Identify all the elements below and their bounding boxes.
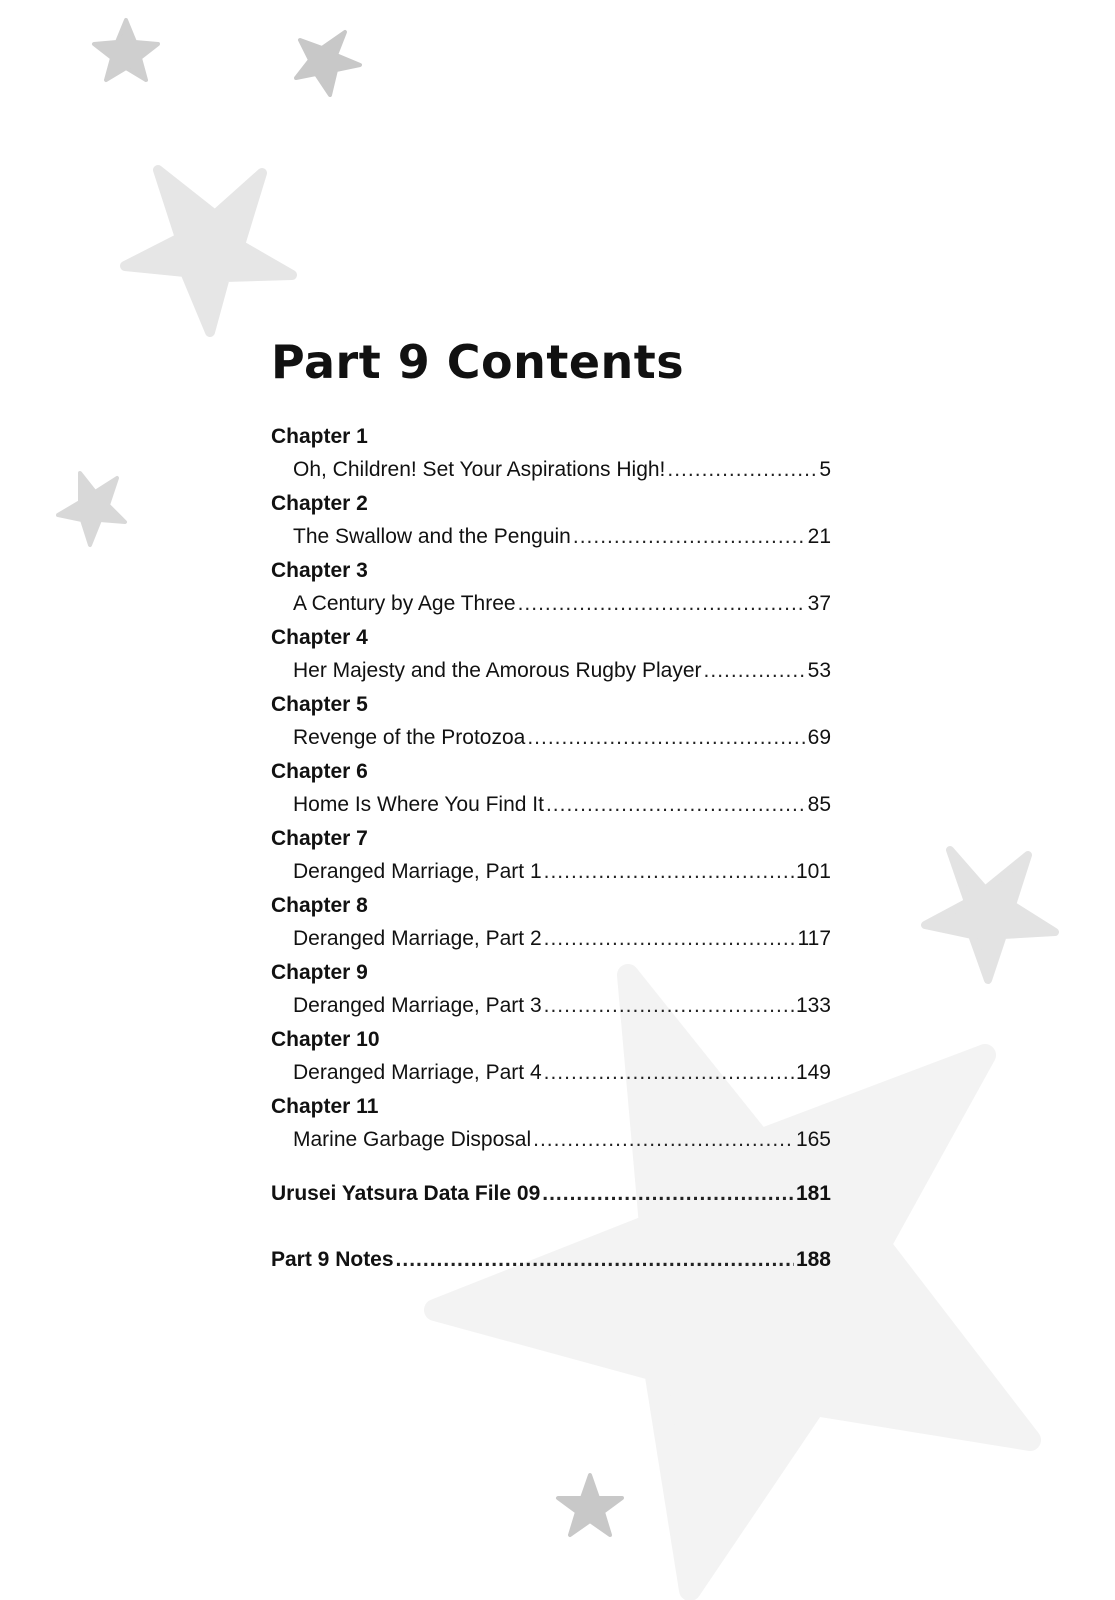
toc-entry bbox=[271, 1056, 831, 1090]
toc-entry bbox=[271, 989, 831, 1023]
list-item bbox=[271, 755, 831, 822]
table-of-contents bbox=[271, 330, 831, 1277]
toc-entry-notes bbox=[271, 1243, 831, 1277]
page-title: Part 9 Contents bbox=[271, 335, 685, 389]
chapter-heading: Chapter 2 bbox=[271, 492, 368, 515]
list-item bbox=[271, 554, 831, 621]
toc-entry bbox=[271, 654, 831, 688]
chapter-heading: Chapter 3 bbox=[271, 559, 368, 582]
toc-entry-data-file bbox=[271, 1177, 831, 1211]
chapter-heading: Chapter 10 bbox=[271, 1028, 380, 1051]
list-item bbox=[271, 487, 831, 554]
page-number: 133 bbox=[795, 994, 831, 1017]
list-item bbox=[271, 621, 831, 688]
chapter-heading: Chapter 8 bbox=[271, 894, 368, 917]
dot-leader bbox=[396, 1243, 794, 1277]
star-icon bbox=[58, 473, 125, 545]
list-item bbox=[271, 1023, 831, 1090]
dot-leader bbox=[533, 1123, 794, 1157]
list-item bbox=[271, 889, 831, 956]
toc-entry bbox=[271, 721, 831, 755]
list-item bbox=[271, 420, 831, 487]
chapter-title: Oh, Children! Set Your Aspirations High! bbox=[293, 458, 666, 481]
dot-leader bbox=[542, 1177, 794, 1211]
chapter-title: Deranged Marriage, Part 2 bbox=[293, 927, 542, 950]
toc-entry bbox=[271, 855, 831, 889]
dot-leader bbox=[518, 587, 806, 621]
star-icon bbox=[558, 1475, 622, 1535]
page-number: 69 bbox=[807, 726, 831, 749]
chapter-title: Deranged Marriage, Part 4 bbox=[293, 1061, 542, 1084]
list-item bbox=[271, 822, 831, 889]
chapter-heading: Chapter 7 bbox=[271, 827, 368, 850]
page-number: 53 bbox=[807, 659, 831, 682]
page-number: 85 bbox=[807, 793, 831, 816]
page-number: 101 bbox=[795, 860, 831, 883]
dot-leader bbox=[527, 721, 805, 755]
chapter-title: Revenge of the Protozoa bbox=[293, 726, 526, 749]
toc-entry bbox=[271, 453, 831, 487]
list-item bbox=[271, 1090, 831, 1157]
page-number: 37 bbox=[807, 592, 831, 615]
dot-leader bbox=[544, 922, 796, 956]
star-icon bbox=[296, 32, 360, 95]
list-item bbox=[271, 956, 831, 1023]
toc-entry bbox=[271, 922, 831, 956]
dot-leader bbox=[544, 1056, 794, 1090]
chapter-heading: Chapter 9 bbox=[271, 961, 368, 984]
page-number: 181 bbox=[795, 1182, 831, 1205]
extra-title: Part 9 Notes bbox=[271, 1248, 394, 1271]
dot-leader bbox=[544, 855, 794, 889]
chapter-title: The Swallow and the Penguin bbox=[293, 525, 571, 548]
toc-entry bbox=[271, 587, 831, 621]
chapter-title: Deranged Marriage, Part 3 bbox=[293, 994, 542, 1017]
spacer bbox=[271, 1211, 831, 1243]
chapter-list bbox=[271, 420, 831, 1157]
chapter-heading: Chapter 4 bbox=[271, 626, 368, 649]
chapter-heading: Chapter 5 bbox=[271, 693, 368, 716]
page-number: 21 bbox=[807, 525, 831, 548]
list-item bbox=[271, 688, 831, 755]
dot-leader bbox=[546, 788, 806, 822]
page-number: 149 bbox=[795, 1061, 831, 1084]
page-number: 188 bbox=[795, 1248, 831, 1271]
chapter-heading: Chapter 6 bbox=[271, 760, 368, 783]
page-number: 165 bbox=[795, 1128, 831, 1151]
spacer bbox=[271, 1157, 831, 1177]
star-icon bbox=[925, 850, 1055, 980]
dot-leader bbox=[573, 520, 806, 554]
chapter-title: Deranged Marriage, Part 1 bbox=[293, 860, 542, 883]
toc-entry bbox=[271, 520, 831, 554]
dot-leader bbox=[667, 453, 817, 487]
star-icon bbox=[94, 20, 158, 80]
extra-title: Urusei Yatsura Data File 09 bbox=[271, 1182, 541, 1205]
dot-leader bbox=[544, 989, 794, 1023]
chapter-heading: Chapter 11 bbox=[271, 1095, 379, 1118]
page-number: 5 bbox=[819, 458, 831, 481]
toc-entry bbox=[271, 788, 831, 822]
toc-entry bbox=[271, 1123, 831, 1157]
chapter-title: A Century by Age Three bbox=[293, 592, 516, 615]
chapter-heading: Chapter 1 bbox=[271, 425, 368, 448]
chapter-title: Marine Garbage Disposal bbox=[293, 1128, 532, 1151]
page-number: 117 bbox=[797, 927, 831, 950]
chapter-title: Her Majesty and the Amorous Rugby Player bbox=[293, 659, 702, 682]
chapter-title: Home Is Where You Find It bbox=[293, 793, 544, 816]
star-icon bbox=[125, 170, 292, 332]
dot-leader bbox=[704, 654, 806, 688]
